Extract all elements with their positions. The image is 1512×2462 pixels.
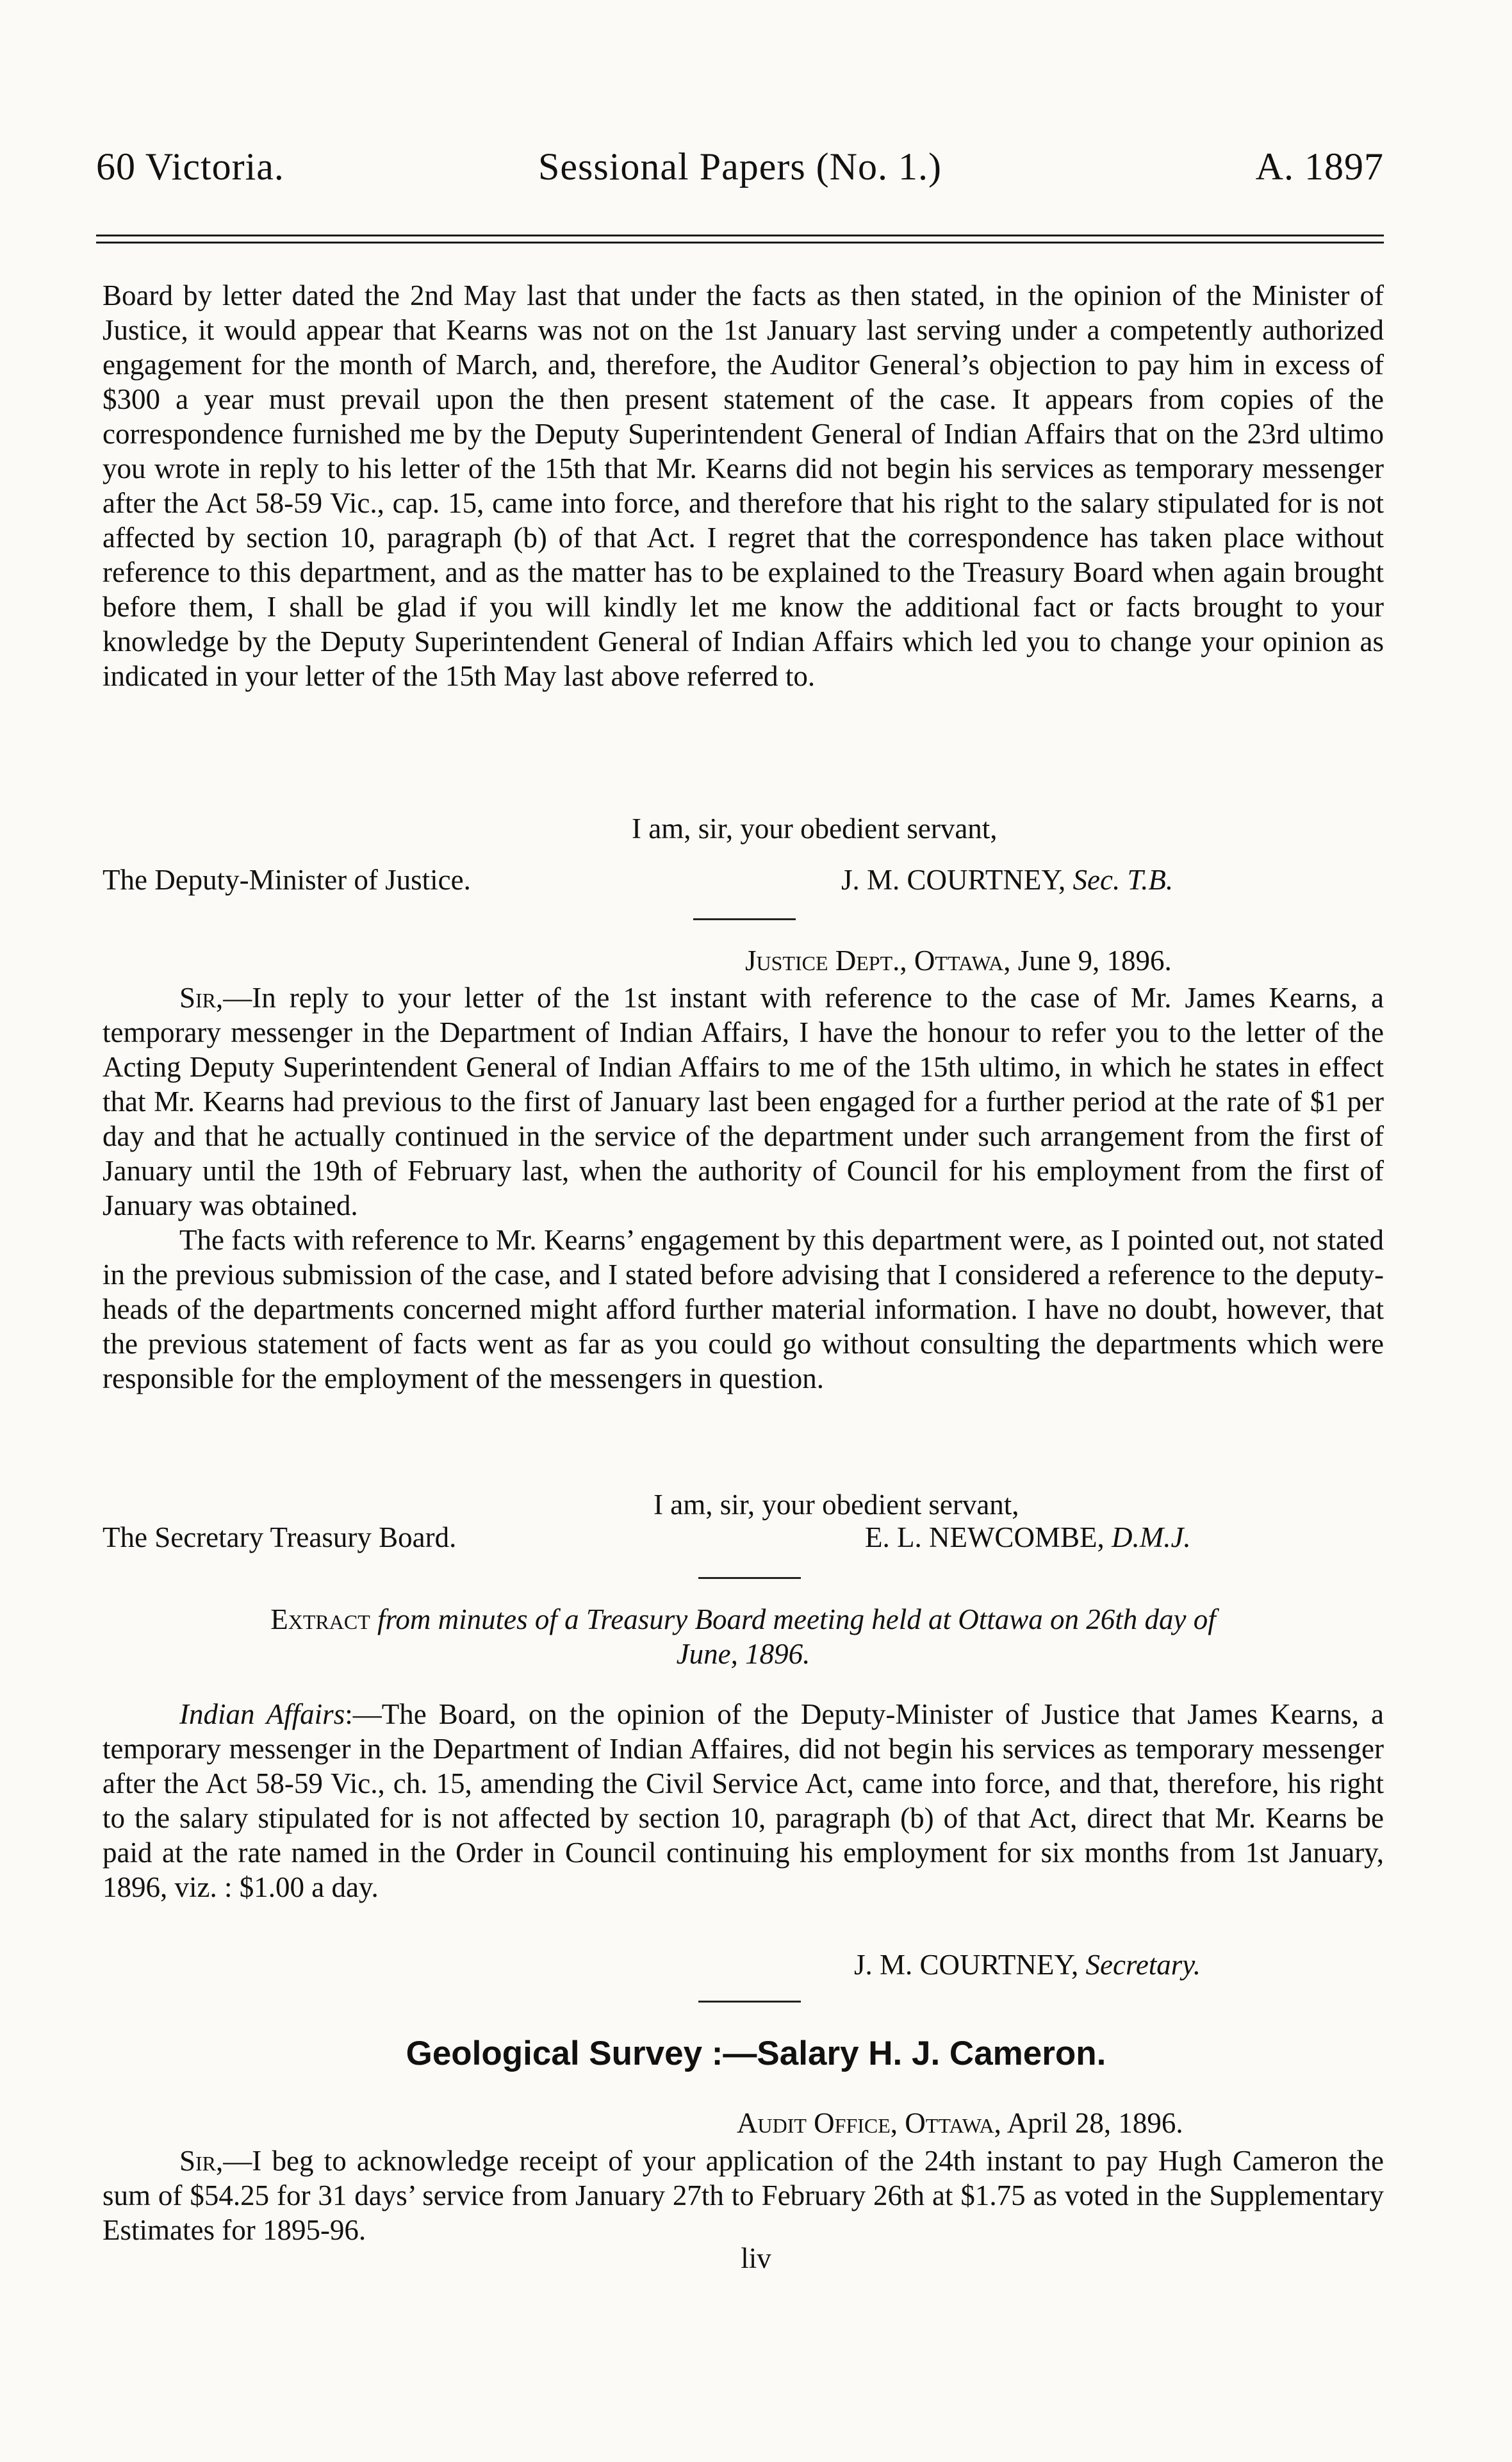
- separator-rule: [693, 918, 796, 920]
- extract-signature-title: Secretary.: [1085, 1949, 1201, 1981]
- header-rule-top: [96, 235, 1384, 236]
- letter2-para1-text: —In reply to your letter of the 1st instant with reference to the case of Mr. James Kearns, a temporary messenger in the Department of Indian Affairs, I have the honour to refer you to the letter of the Acting Deputy Superintendent General of Indian Affairs to me of the 15th ultimo, in which he states in effect that Mr. Kearns had previous to the first of January last been engaged for a further period at the rate of $1 per day and that he actually continued in the service of the department under such arrangement from the first of January until the 19th of February last, when the authority of Council for his employment from the first of January was obtained.: [103, 982, 1384, 1221]
- letter2-signature-name: E. L. NEWCOMBE,: [865, 1521, 1105, 1553]
- extract-title: from minutes of a Treasury Board meeting held at Ottawa on 26th day of: [377, 1603, 1216, 1635]
- letter1-addressee: The Deputy-Minister of Justice.: [103, 864, 471, 896]
- letter2-salutation: Sir,: [179, 982, 224, 1014]
- extract-date: June, 1896.: [676, 1638, 810, 1670]
- extract-signature: [854, 1948, 1201, 1981]
- extract-paragraph: [103, 1697, 1384, 1904]
- page-header: [96, 145, 1384, 202]
- letter1-body: [103, 278, 1384, 693]
- letter1-closing: I am, sir, your obedient servant,: [632, 813, 998, 845]
- letter3-dateline-dept: Audit Office, Ottawa,: [737, 2107, 1001, 2139]
- letter2-paragraph-1: [103, 980, 1384, 1223]
- extract-heading: [103, 1602, 1384, 1671]
- extract-heading-line-2: [103, 1637, 1384, 1671]
- extract-body: [103, 1697, 1384, 1904]
- extract-text: :—The Board, on the opinion of the Deputy-Minister of Justice that James Kearns, a temporary messenger in the Department of Indian Affaires, did not begin his services as temporary messenger after the Act 58-59 Vic., ch. 15, amending the Civil Service Act, came into force, and that, therefore, his right to the salary stipulated for is not affected by section 10, paragraph (b) of that Act, direct that Mr. Kearns be paid at the rate named in the Order in Council continuing his employment for six months from 1st January, 1896, viz. : $1.00 a day.: [103, 1698, 1385, 1903]
- letter2-dateline-date: June 9, 1896.: [1017, 945, 1172, 977]
- letter2-closing: I am, sir, your obedient servant,: [653, 1489, 1019, 1521]
- letter3-paragraph-1: [103, 2144, 1384, 2247]
- letter3-body: [103, 2144, 1384, 2247]
- extract-heading-line-1: [103, 1602, 1384, 1637]
- letter2-dateline: [745, 944, 1172, 977]
- separator-rule: [698, 1577, 801, 1579]
- letter2-addressee: The Secretary Treasury Board.: [103, 1521, 457, 1553]
- letter2-dateline-dept: Justice Dept., Ottawa,: [745, 945, 1011, 977]
- section-title: Geological Survey :—Salary H. J. Cameron.: [406, 2035, 1106, 2072]
- extract-subject: Indian Affairs: [179, 1698, 345, 1730]
- letter3-dateline: [737, 2106, 1183, 2140]
- header-rule-bottom: [96, 242, 1384, 244]
- letter1-signature-title: Sec. T.B.: [1072, 864, 1174, 896]
- letter3-para1-text: —I beg to acknowledge receipt of your application of the 24th instant to pay Hugh Cameron the sum of $54.25 for 31 days’ service from January 27th to February 26th at $1.75 as voted in the Supplementary Estimates for 1895-96.: [103, 2145, 1384, 2246]
- letter1-paragraph: Board by letter dated the 2nd May last that under the facts as then stated, in the opinion of the Minister of Justice, it would appear that Kearns was not on the 1st January last serving under a competently authorized engagement for the month of March, and, therefore, the Auditor General’s objection to pay him in excess of $300 a year must prevail upon the then present statement of the case. It appears from copies of the correspondence furnished me by the Deputy Superintendent General of Indian Affairs that on the 23rd ultimo you wrote in reply to his letter of the 15th that Mr. Kearns did not begin his services as temporary messenger after the Act 58-59 Vic., cap. 15, came into force, and therefore that his right to the salary stipulated for is not affected by section 10, paragraph (b) of that Act. I regret that the correspondence has taken place without reference to this department, and as the matter has to be explained to the Treasury Board when again brought before them, I shall be glad if you will kindly let me know the additional fact or facts brought to your knowledge by the Deputy Superintendent General of Indian Affairs which led you to change your opinion as indicated in your letter of the 15th May last above referred to.: [103, 279, 1384, 692]
- letter3-salutation: Sir,: [179, 2145, 224, 2177]
- letter1-signature: [841, 863, 1173, 896]
- letter1-signature-name: J. M. COURTNEY,: [841, 864, 1066, 896]
- letter2-body: [103, 980, 1384, 1396]
- extract-signature-name: J. M. COURTNEY,: [854, 1949, 1079, 1981]
- header-year: A. 1897: [1255, 145, 1384, 188]
- header-title: Sessional Papers (No. 1.): [538, 145, 942, 188]
- letter2-paragraph-2: The facts with reference to Mr. Kearns’ engagement by this department were, as I pointed out, not stated in the previous submission of the case, and I stated before advising that I considered a reference to the deputy-heads of the departments concerned might afford further material information. I have no doubt, however, that the previous statement of facts went as far as you could go without consulting the departments which were responsible for the employment of the messengers in question.: [103, 1224, 1384, 1394]
- letter3-dateline-date: April 28, 1896.: [1007, 2107, 1183, 2139]
- page-number: liv: [741, 2242, 771, 2274]
- letter2-signature: [865, 1521, 1191, 1554]
- extract-lead: Extract: [270, 1603, 370, 1635]
- separator-rule: [698, 2001, 801, 2003]
- letter2-signature-title: D.M.J.: [1111, 1521, 1191, 1553]
- header-volume: 60 Victoria.: [96, 145, 284, 188]
